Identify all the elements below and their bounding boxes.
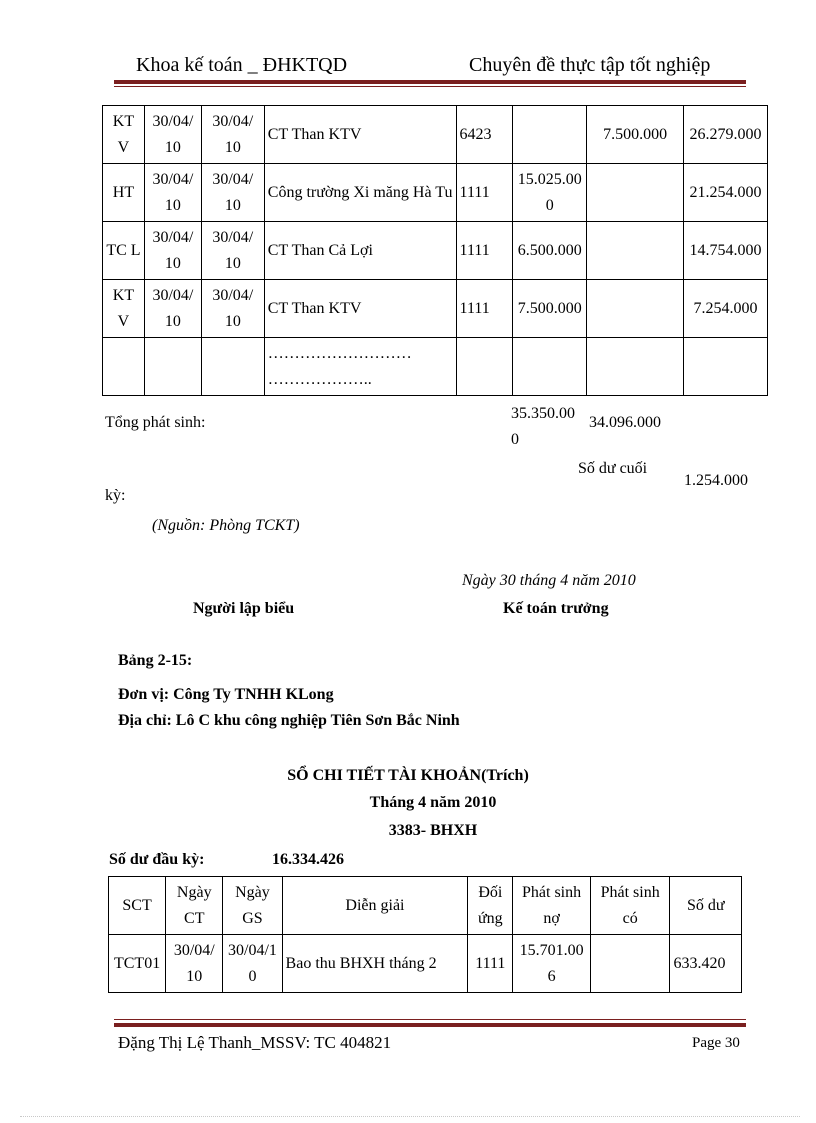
cell-du: 633.420 [670,935,742,993]
cell-du: 7.254.000 [684,280,768,338]
col-header-phat-sinh-co: Phát sinh có [590,877,670,935]
cell-ngay-ct: 30/04/ 10 [144,106,201,164]
ledger-account: 3383- BHXH [388,822,478,839]
table-row [103,280,768,338]
cell-empty [103,338,145,396]
table-header-row [109,877,742,935]
closing-balance-label: Số dư cuối [578,460,648,477]
cell-empty [513,338,587,396]
company-address: Địa chỉ: Lô C khu công nghiệp Tiên Sơn Bắc Ninh [118,712,460,729]
cell-doi-ung: 1111 [468,935,513,993]
footer-rule-thick [114,1023,746,1027]
company-unit: Đơn vị: Công Ty TNHH KLong [118,686,334,703]
footer-rule-thin [114,1019,746,1020]
cell-ct: KT V [103,280,145,338]
ledger-month: Tháng 4 năm 2010 [369,794,497,811]
cell-doi-ung: 1111 [456,164,513,222]
opening-balance-value: 16.334.426 [272,851,344,868]
col-header-ngay-gs: Ngày GS [223,877,282,935]
cell-doi-ung: 1111 [456,280,513,338]
cell-no: 15.701.006 [513,935,591,993]
cell-dien-giai: Bao thu BHXH tháng 2 [282,935,468,993]
cell-no: 6.500.000 [513,222,587,280]
closing-balance-label-cont: kỳ: [105,487,126,504]
cell-no: 15.025.000 [513,164,587,222]
table-row [103,106,768,164]
cell-du: 26.279.000 [684,106,768,164]
cell-du: 21.254.000 [684,164,768,222]
cell-ngay-gs: 30/04/10 [223,935,282,993]
cell-dien-giai: CT Than KTV [264,106,456,164]
header-left-text: Khoa kế toán _ ĐHKTQD [136,54,348,76]
cell-co [587,164,684,222]
cell-co [587,280,684,338]
closing-balance-value: 1.254.000 [684,472,748,489]
preparer-label: Người lập biểu [193,600,295,617]
table-row [109,935,742,993]
totals-no-value: 35.350.000 [511,405,575,448]
cell-ct: HT [103,164,145,222]
cell-ngay-gs: 30/04/ 10 [201,222,264,280]
header-right-text: Chuyên đề thực tập tốt nghiệp [469,54,711,76]
header-rule-thin [114,86,746,87]
cell-ngay-ct: 30/04/ 10 [144,222,201,280]
cell-empty [684,338,768,396]
table-row-blank [103,338,768,396]
cell-ngay-gs: 30/04/ 10 [201,280,264,338]
cell-doi-ung: 6423 [456,106,513,164]
cell-du: 14.754.000 [684,222,768,280]
table-number: Bảng 2-15: [118,652,193,669]
cell-dien-giai: CT Than KTV [264,280,456,338]
cell-no [513,106,587,164]
col-header-dien-giai: Diễn giải [282,877,468,935]
cell-co: 7.500.000 [587,106,684,164]
cell-doi-ung: 1111 [456,222,513,280]
cell-empty [587,338,684,396]
totals-co-value: 34.096.000 [589,414,661,431]
cell-ngay-ct: 30/04/ 10 [166,935,223,993]
cell-dien-giai: CT Than Cả Lợi [264,222,456,280]
cell-ngay-gs: 30/04/ 10 [201,164,264,222]
cell-ct: KT V [103,106,145,164]
cell-dien-giai: Công trường Xi măng Hà Tu [264,164,456,222]
cell-ngay-ct: 30/04/ 10 [144,280,201,338]
cell-sct: TCT01 [109,935,166,993]
cell-no: 7.500.000 [513,280,587,338]
dots-line-2: ……………….. [267,370,372,388]
header-rule-thick [114,80,746,84]
ledger-detail-table [108,876,742,993]
cell-co [590,935,670,993]
dots-line-1: ……………………… [267,344,412,362]
footer-author: Đặng Thị Lệ Thanh_MSSV: TC 404821 [118,1033,392,1052]
footer-page-number: Page 30 [692,1035,740,1051]
col-header-ngay-ct: Ngày CT [166,877,223,935]
page-bottom-dotted-line [20,1116,800,1117]
col-header-sct: SCT [109,877,166,935]
cell-co [587,222,684,280]
table-row [103,222,768,280]
cell-ngay-ct: 30/04/ 10 [144,164,201,222]
cell-ct: TC L [103,222,145,280]
cell-empty [456,338,513,396]
cell-empty [201,338,264,396]
cell-empty [144,338,201,396]
totals-label: Tổng phát sinh: [105,414,206,431]
source-note: (Nguồn: Phòng TCKT) [152,517,300,534]
col-header-doi-ung: Đối ứng [468,877,513,935]
signature-date: Ngày 30 tháng 4 năm 2010 [462,572,636,589]
ledger-title: SỔ CHI TIẾT TÀI KHOẢN(Trích) [287,767,529,784]
ledger-continuation-table [102,105,768,396]
cell-dots [264,338,456,396]
cell-ngay-gs: 30/04/ 10 [201,106,264,164]
opening-balance-label: Số dư đầu kỳ: [109,851,205,868]
table-row [103,164,768,222]
chief-accountant-label: Kế toán trưởng [503,600,609,617]
col-header-so-du: Số dư [670,877,742,935]
col-header-phat-sinh-no: Phát sinh nợ [513,877,591,935]
